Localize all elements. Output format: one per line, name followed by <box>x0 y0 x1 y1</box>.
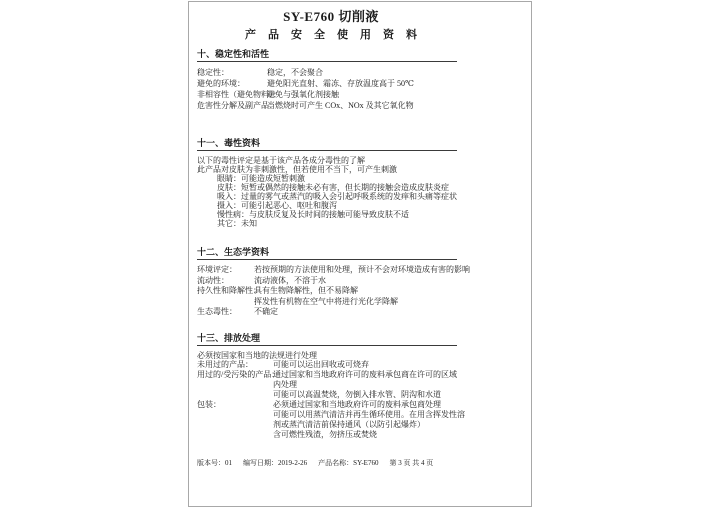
section-body-toxicity <box>197 156 465 228</box>
toxicity-item: 慢性病：与皮肤反复及长时间的接触可能导致皮肤不适 <box>217 210 409 219</box>
field-value: 剂或蒸汽清洁前保持通风（以防引起爆炸） <box>273 419 425 429</box>
field-row <box>197 286 465 297</box>
field-value: 挥发性有机物在空气中将进行光化学降解 <box>254 296 398 306</box>
field-value: 内处理 <box>273 379 297 389</box>
footer-product-name: 产品名称：SY-E760 <box>318 459 379 467</box>
toxicity-item: 皮肤：短暂或偶然的接触未必有害，但长期的接触会造成皮肤炎症 <box>217 183 449 192</box>
field-row <box>197 390 465 400</box>
section-body-ecology <box>197 265 470 318</box>
field-value: 稳定，不会聚合 <box>267 68 323 77</box>
section-heading-stability: 十、稳定性和活性 <box>197 48 457 62</box>
intro-line: 必须按国家和当地的法规进行处理 <box>197 350 317 360</box>
field-row <box>197 89 465 100</box>
field-label: 持久性和降解性： <box>197 286 261 295</box>
field-value: 具有生物降解性，但不易降解 <box>254 286 358 295</box>
field-value: 可能可以用蒸汽清洁并再生循环使用。在用含挥发性溶 <box>273 409 465 419</box>
field-label: 环境评定： <box>197 265 237 274</box>
field-label: 危害性分解及副产品： <box>197 101 277 110</box>
intro-line: 以下的毒性评定是基于该产品各成分毒性的了解 <box>197 156 365 165</box>
field-label <box>197 297 254 308</box>
field-value: 若按预期的方法使用和处理，预计不会对环境造成有害的影响 <box>254 265 470 274</box>
footer-date: 编写日期：2019-2-26 <box>243 459 308 467</box>
field-row <box>197 307 465 318</box>
field-row <box>197 430 465 440</box>
section-heading-toxicity: 十一、毒性资料 <box>197 137 457 151</box>
field-label: 未用过的产品： <box>197 359 253 369</box>
field-value: 避免与强氧化剂接触 <box>267 90 339 99</box>
section-body-disposal <box>197 351 465 440</box>
section-heading-disposal: 十三、排放处理 <box>197 332 457 346</box>
field-value: 避免阳光直射、霜冻、存放温度高于 50℃ <box>267 79 414 88</box>
field-label <box>197 380 273 390</box>
field-label: 包装： <box>197 399 221 409</box>
field-row <box>197 370 465 380</box>
page-content <box>197 6 470 440</box>
field-row <box>197 360 465 370</box>
footer-version: 版本号：01 <box>197 459 232 467</box>
field-label: 生态毒性： <box>197 307 237 316</box>
document-page <box>188 1 532 507</box>
document-subtitle: 产品安全使用资料 <box>245 29 429 41</box>
intro-line: 此产品对皮肤为非刺激性，但若使用不当下，可产生刺激 <box>197 165 397 174</box>
field-label: 避免的环境： <box>197 79 245 88</box>
field-label <box>197 410 273 420</box>
field-row <box>197 297 465 308</box>
field-label: 非相容性（避免物料）： <box>197 90 281 99</box>
field-value: 必须通过国家和当地政府许可的废料承包商处理 <box>273 399 441 409</box>
field-row <box>197 265 470 276</box>
toxicity-item: 摄入：可能引起恶心、呕吐和腹泻 <box>217 201 337 210</box>
field-value: 当燃烧时可产生 COx、NOx 及其它氧化物 <box>267 101 414 110</box>
field-row <box>197 78 465 89</box>
field-row <box>197 400 465 410</box>
field-value: 可能可以运出回收或可烧弃 <box>273 359 369 369</box>
toxicity-item: 吸入：过量的雾气或蒸汽的吸入会引起呼吸系统的发痒和头痛等症状 <box>217 192 457 201</box>
toxicity-item: 其它：未知 <box>217 219 257 228</box>
section-heading-ecology: 十二、生态学资料 <box>197 246 457 260</box>
field-value: 可能可以高温焚烧，勿倒入排水管、阴沟和水道 <box>273 389 441 399</box>
toxicity-item: 眼睛：可能造成短暂刺激 <box>217 174 305 183</box>
field-label <box>197 420 273 430</box>
field-label: 用过的/受污染的产品： <box>197 369 280 379</box>
document-title: SY-E760 切削液 <box>283 9 379 24</box>
field-row <box>197 380 465 390</box>
page-footer <box>197 459 527 468</box>
field-row <box>197 276 465 287</box>
field-row <box>197 410 465 420</box>
field-row <box>197 420 465 430</box>
footer-page-number: 第 3 页 共 4 页 <box>389 459 434 467</box>
field-row <box>197 100 465 111</box>
field-label <box>197 390 273 400</box>
field-value: 通过国家和当地政府许可的废料承包商在许可的区域 <box>273 369 457 379</box>
field-value: 含可燃性残渣，勿挤压或焚烧 <box>273 429 377 439</box>
field-value: 不确定 <box>254 307 278 316</box>
section-body-stability <box>197 67 465 111</box>
field-value: 流动液体，不溶于水 <box>254 275 326 285</box>
field-label <box>197 430 273 440</box>
field-label: 稳定性： <box>197 68 229 77</box>
field-label: 流动性： <box>197 275 229 285</box>
field-row <box>197 67 465 78</box>
